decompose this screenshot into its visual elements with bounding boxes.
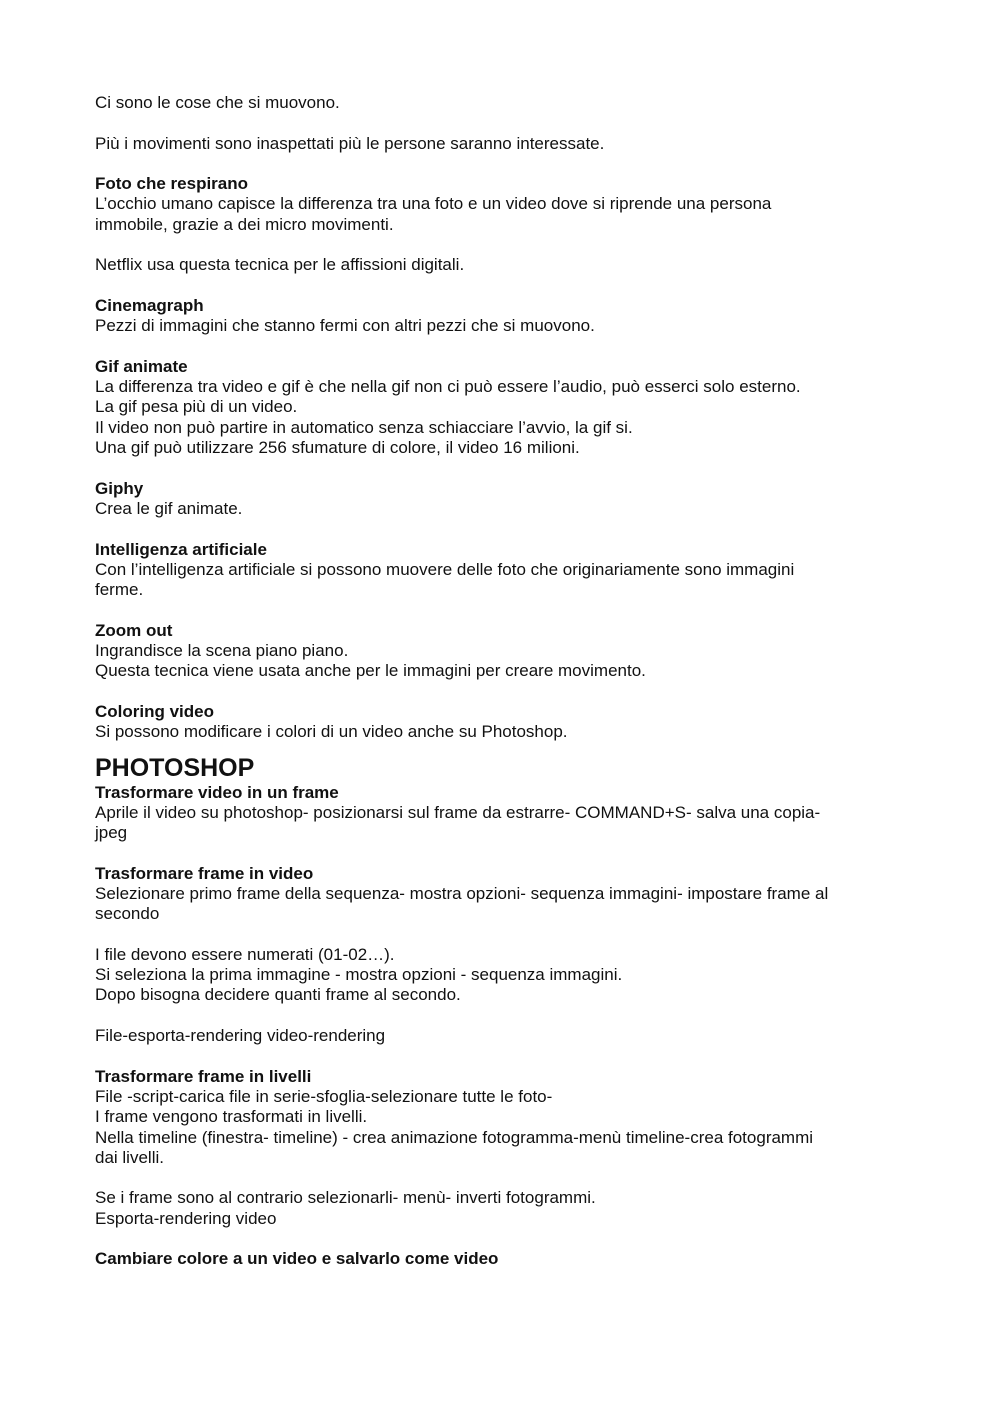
spacer [95,154,915,174]
spacer [95,458,915,478]
paragraph-line: I file devono essere numerati (01-02…). [95,944,395,964]
spacer [95,113,915,133]
heading-photoshop: PHOTOSHOP [95,753,255,782]
spacer [95,1046,915,1066]
paragraph-line: Esporta-rendering video [95,1208,277,1228]
paragraph-line: Questa tecnica viene usata anche per le immagini per creare movimento. [95,661,646,681]
paragraph-line: Pezzi di immagini che stanno fermi con altri pezzi che si muovono. [95,316,595,336]
paragraph-line: secondo [95,904,160,924]
section-title-foto-respirano: Foto che respirano [95,174,249,194]
spacer [95,337,915,357]
section-title-giphy: Giphy [95,478,144,498]
paragraph-line: Si possono modificare i colori di un video anche su Photoshop. [95,722,568,742]
paragraph-line: Una gif può utilizzare 256 sfumature di colore, il video 16 milioni. [95,438,580,458]
paragraph-line: Aprile il video su photoshop- posizionarsi sul frame da estrarre- COMMAND+S- salva una copia- [95,802,821,822]
paragraph-line: Netflix usa questa tecnica per le affissioni digitali. [95,255,465,275]
spacer [95,276,915,296]
section-title-intelligenza-artificiale: Intelligenza artificiale [95,539,267,559]
spacer [95,1006,915,1026]
paragraph-line: Nella timeline (finestra- timeline) - crea animazione fotogramma-menù timeline-crea fotogrammi [95,1127,814,1147]
paragraph-line: Si seleziona la prima immagine - mostra opzioni - sequenza immagini. [95,965,623,985]
section-title-gif-animate: Gif animate [95,356,188,376]
paragraph-line: ferme. [95,580,144,600]
paragraph-line: Dopo bisogna decidere quanti frame al secondo. [95,985,461,1005]
paragraph-line: immobile, grazie a dei micro movimenti. [95,214,394,234]
spacer [95,1168,915,1188]
paragraph-line: I frame vengono trasformati in livelli. [95,1107,368,1127]
paragraph-line: L’occhio umano capisce la differenza tra una foto e un video dove si riprende una persona [95,194,772,214]
section-title-video-frame: Trasformare video in un frame [95,782,339,802]
spacer [95,519,915,539]
section-title-cinemagraph: Cinemagraph [95,295,204,315]
paragraph-line: dai livelli. [95,1147,164,1167]
paragraph-line: Crea le gif animate. [95,498,243,518]
spacer [95,1229,915,1249]
paragraph-line: jpeg [95,823,128,843]
section-title-coloring-video: Coloring video [95,701,214,721]
spacer [95,600,915,620]
paragraph-line: La gif pesa più di un video. [95,397,298,417]
intro-line-2: Più i movimenti sono inaspettati più le persone saranno interessate. [95,133,605,153]
section-title-frame-livelli: Trasformare frame in livelli [95,1066,312,1086]
intro-line-1: Ci sono le cose che si muovono. [95,93,340,112]
paragraph-line: Se i frame sono al contrario selezionarli- menù- inverti fotogrammi. [95,1188,596,1208]
spacer [95,925,915,945]
paragraph-line: File -script-carica file in serie-sfoglia-selezionare tutte le foto- [95,1086,553,1106]
paragraph-line: Il video non può partire in automatico senza schiacciare l’avvio, la gif si. [95,417,633,437]
document-page [95,93,915,1270]
section-title-zoom-out: Zoom out [95,620,173,640]
section-title-frame-video: Trasformare frame in video [95,863,314,883]
spacer [95,235,915,255]
spacer [95,843,915,863]
paragraph-line: Con l’intelligenza artificiale si possono muovere delle foto che originariamente sono immagini [95,559,795,579]
spacer [95,682,915,702]
paragraph-line: File-esporta-rendering video-rendering [95,1026,386,1046]
paragraph-line: Ingrandisce la scena piano piano. [95,641,349,661]
section-title-cambiare-colore: Cambiare colore a un video e salvarlo come video [95,1249,499,1269]
paragraph-line: Selezionare primo frame della sequenza- mostra opzioni- sequenza immagini- impostare frame al [95,883,829,903]
paragraph-line: La differenza tra video e gif è che nella gif non ci può essere l’audio, può esserci solo esterno. [95,377,801,397]
